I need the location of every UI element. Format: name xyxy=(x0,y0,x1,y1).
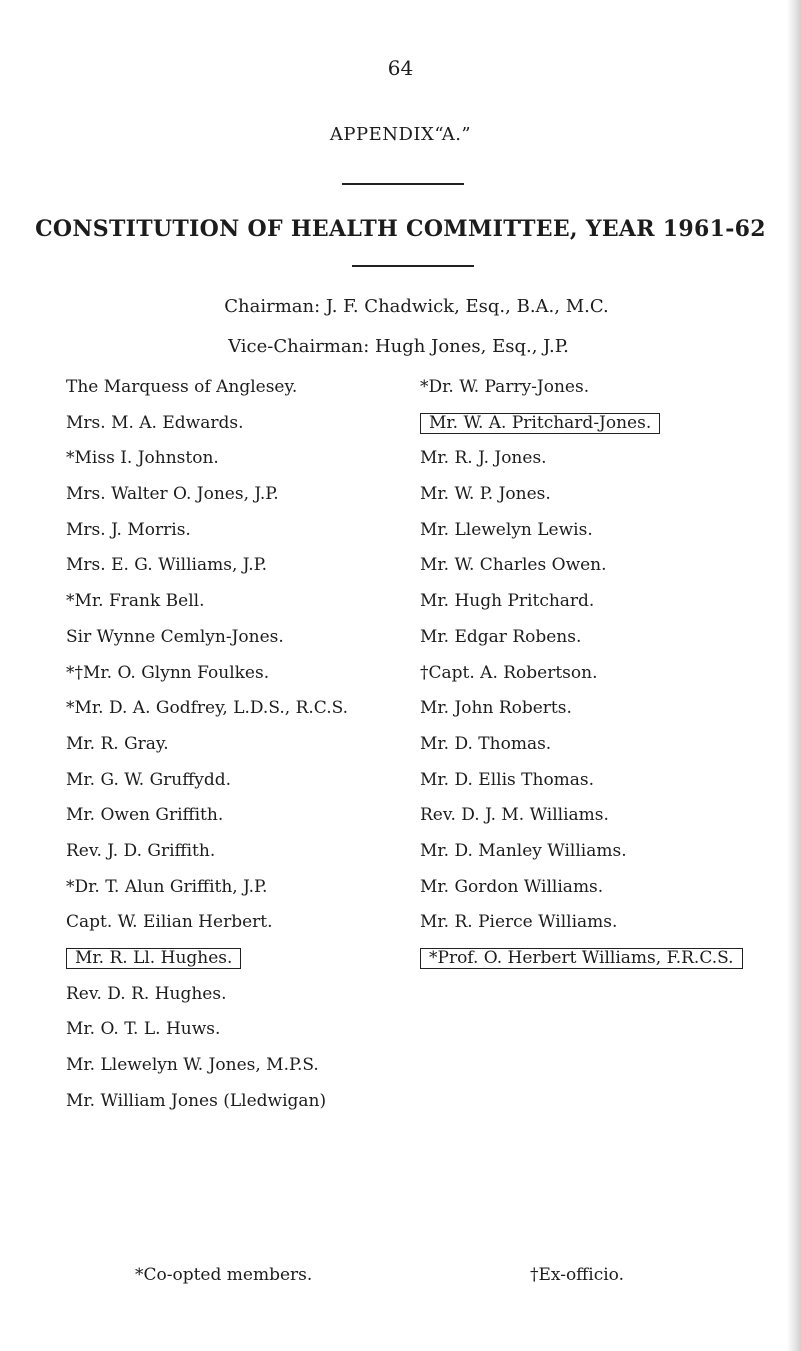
member-row xyxy=(420,548,760,584)
member-name: Mr. William Jones (Lledwigan) xyxy=(66,1090,327,1111)
member-row xyxy=(66,870,396,906)
member-name: *Mr. Frank Bell. xyxy=(66,591,205,612)
footnote-ex-officio: †Ex-officio. xyxy=(530,1265,624,1285)
member-row xyxy=(66,548,396,584)
member-row xyxy=(66,763,396,799)
member-name: Mr. Gordon Williams. xyxy=(420,876,604,897)
member-name: Mrs. Walter O. Jones, J.P. xyxy=(66,484,279,505)
member-name-boxed: Mr. W. A. Pritchard-Jones. xyxy=(420,413,660,434)
member-name: Rev. J. D. Griffith. xyxy=(66,840,216,861)
member-row xyxy=(420,941,760,977)
member-row xyxy=(420,584,760,620)
member-name: Mr. R. Pierce Williams. xyxy=(420,912,618,933)
chairman-line: Chairman: J. F. Chadwick, Esq., B.A., M.C. xyxy=(224,296,609,317)
vice-chairman-line: Vice-Chairman: Hugh Jones, Esq., J.P. xyxy=(228,336,569,357)
member-name: Mr. D. Ellis Thomas. xyxy=(420,769,595,790)
member-row xyxy=(66,1084,396,1120)
member-row xyxy=(66,941,396,977)
member-name: Mr. Llewelyn Lewis. xyxy=(420,519,593,540)
members-column-left xyxy=(66,370,396,1119)
member-row xyxy=(66,905,396,941)
member-name: Capt. W. Eilian Herbert. xyxy=(66,912,273,933)
member-name: Mr. D. Thomas. xyxy=(420,733,552,754)
member-row xyxy=(66,477,396,513)
member-row xyxy=(66,1012,396,1048)
appendix-heading: APPENDIX“A.” xyxy=(329,124,472,145)
member-name-boxed: Mr. R. Ll. Hughes. xyxy=(66,948,241,969)
member-name: Mr. W. P. Jones. xyxy=(420,484,551,505)
member-name-boxed: *Prof. O. Herbert Williams, F.R.C.S. xyxy=(420,948,743,969)
member-row xyxy=(66,834,396,870)
member-row xyxy=(66,406,396,442)
member-row xyxy=(66,977,396,1013)
member-name: Mrs. J. Morris. xyxy=(66,519,191,540)
member-name: Sir Wynne Cemlyn-Jones. xyxy=(66,626,284,647)
member-row xyxy=(66,1048,396,1084)
footnote-coopted: *Co-opted members. xyxy=(135,1265,313,1285)
member-row xyxy=(420,870,760,906)
page-edge-shadow xyxy=(787,0,801,1351)
member-name: †Capt. A. Robertson. xyxy=(420,662,598,683)
member-row xyxy=(420,620,760,656)
member-name: Mr. D. Manley Williams. xyxy=(420,840,627,861)
member-row xyxy=(420,727,760,763)
member-name: *Mr. D. A. Godfrey, L.D.S., R.C.S. xyxy=(66,698,349,719)
member-row xyxy=(66,798,396,834)
member-name: Mr. John Roberts. xyxy=(420,698,572,719)
document-title: CONSTITUTION OF HEALTH COMMITTEE, YEAR 1961-62 xyxy=(35,216,766,242)
member-name: Rev. D. R. Hughes. xyxy=(66,983,227,1004)
member-name: *†Mr. O. Glynn Foulkes. xyxy=(66,662,270,683)
page-number: 64 xyxy=(387,56,414,80)
member-row xyxy=(66,727,396,763)
members-column-right xyxy=(420,370,760,977)
member-row xyxy=(420,477,760,513)
member-name: *Miss I. Johnston. xyxy=(66,448,219,469)
member-row xyxy=(420,905,760,941)
member-name: Mr. G. W. Gruffydd. xyxy=(66,769,232,790)
member-name: The Marquess of Anglesey. xyxy=(66,377,298,397)
member-row xyxy=(420,763,760,799)
member-row xyxy=(66,691,396,727)
member-row xyxy=(420,834,760,870)
member-row xyxy=(66,584,396,620)
member-name: Mrs. M. A. Edwards. xyxy=(66,412,244,433)
member-row xyxy=(420,798,760,834)
member-name: Mr. Hugh Pritchard. xyxy=(420,591,595,612)
member-row xyxy=(420,691,760,727)
member-name: Rev. D. J. M. Williams. xyxy=(420,805,609,826)
member-name: Mr. O. T. L. Huws. xyxy=(66,1019,221,1040)
member-row xyxy=(420,513,760,549)
member-name: Mrs. E. G. Williams, J.P. xyxy=(66,555,268,576)
member-row xyxy=(420,406,760,442)
member-name: *Dr. W. Parry-Jones. xyxy=(420,377,590,397)
member-row xyxy=(66,620,396,656)
member-name: Mr. R. J. Jones. xyxy=(420,448,547,469)
member-name: Mr. Edgar Robens. xyxy=(420,626,582,647)
divider-rule xyxy=(342,183,464,185)
member-row xyxy=(66,370,396,406)
member-name: Mr. W. Charles Owen. xyxy=(420,555,607,576)
member-name: Mr. Llewelyn W. Jones, M.P.S. xyxy=(66,1055,319,1076)
divider-rule xyxy=(352,265,474,267)
member-name: *Dr. T. Alun Griffith, J.P. xyxy=(66,876,268,897)
member-row xyxy=(420,370,760,406)
member-row xyxy=(66,656,396,692)
member-row xyxy=(420,656,760,692)
member-row xyxy=(66,513,396,549)
member-name: Mr. R. Gray. xyxy=(66,733,169,754)
member-row xyxy=(66,441,396,477)
member-name: Mr. Owen Griffith. xyxy=(66,805,224,826)
member-row xyxy=(420,441,760,477)
